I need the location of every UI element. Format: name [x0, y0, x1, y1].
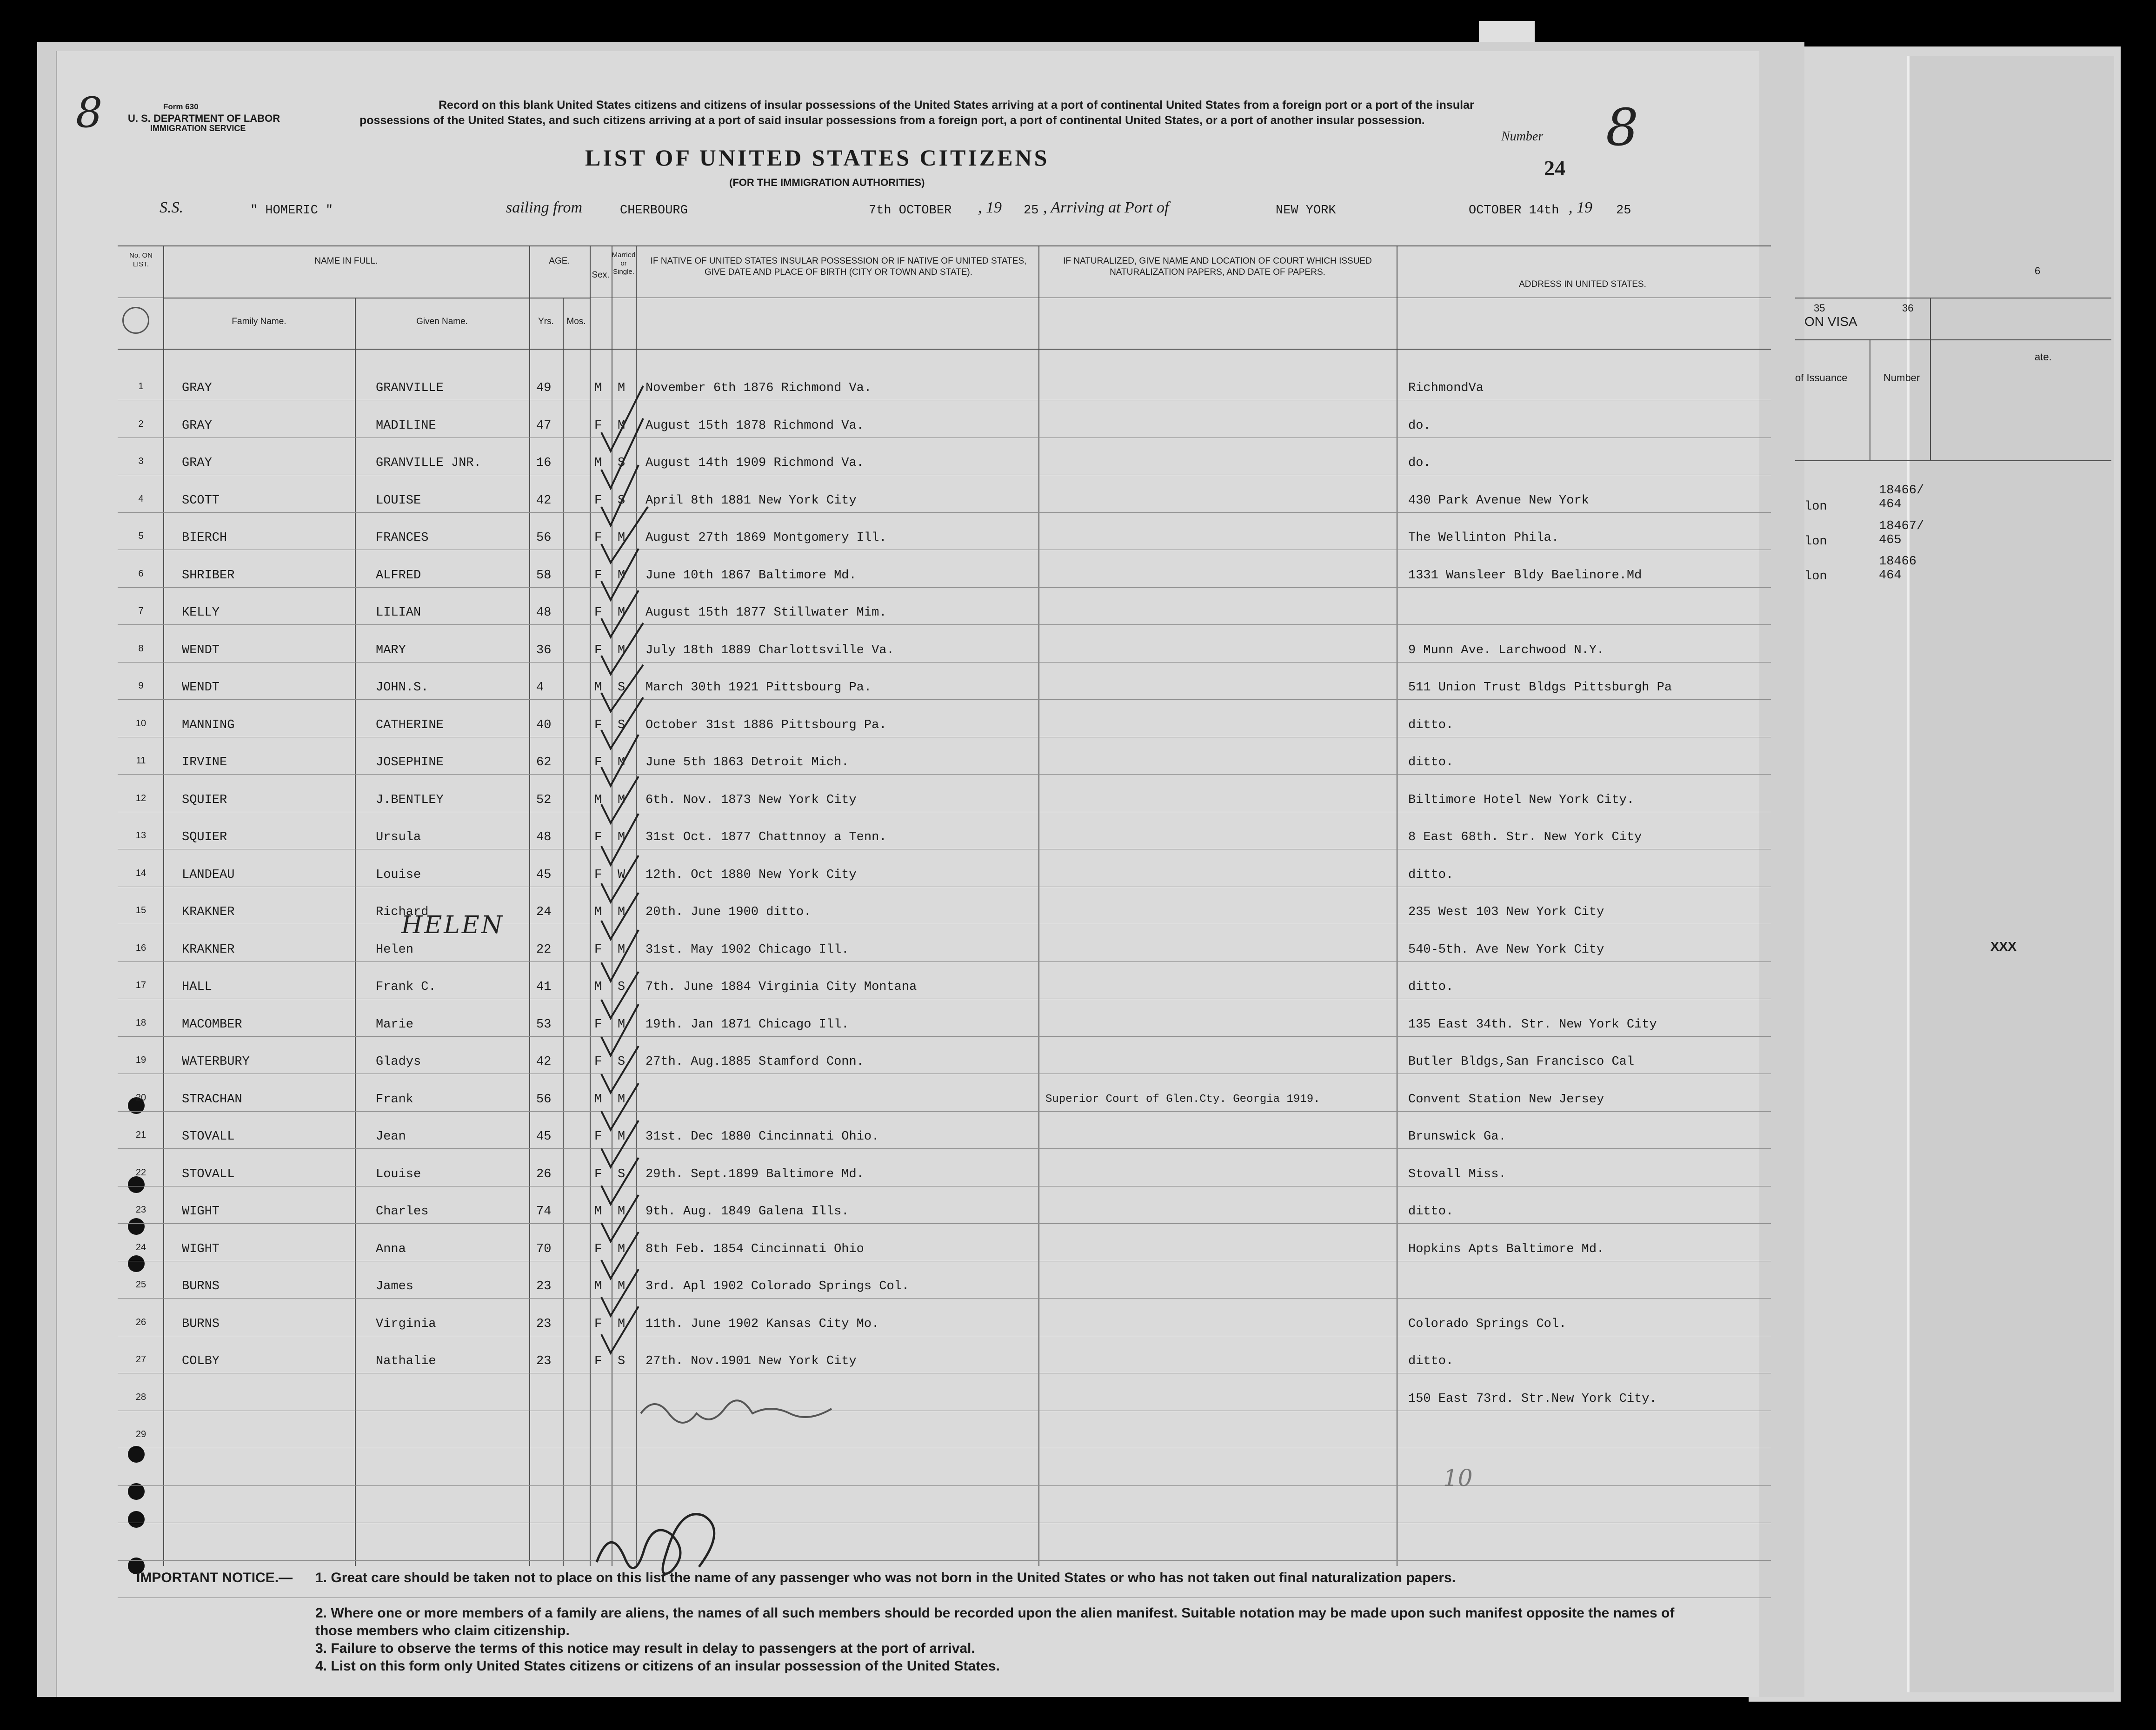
birth-date-place: August 14th 1909 Richmond Va. — [645, 456, 864, 470]
row-number: 11 — [136, 756, 146, 766]
marital-status: S — [618, 1167, 626, 1181]
family-name: STOVALL — [182, 1130, 235, 1144]
given-name: LILIAN — [376, 606, 421, 620]
row-rule — [118, 587, 1771, 588]
row-rule — [118, 699, 1771, 700]
row-rule — [118, 1485, 1771, 1486]
birth-date-place: 20th. June 1900 ditto. — [645, 905, 812, 919]
marital-status: M — [618, 606, 626, 620]
row-number: 17 — [135, 980, 146, 990]
row-number: 29 — [135, 1429, 146, 1439]
row-rule — [118, 1560, 1771, 1561]
sex: M — [594, 1092, 602, 1107]
marital-status: W — [618, 868, 626, 882]
sex: F — [594, 493, 602, 508]
back-num: 18466/ 464 — [1879, 484, 1924, 511]
row-number: 1 — [138, 381, 144, 391]
row-number: 20 — [135, 1092, 146, 1103]
notice-item-4: 4. List on this form only United States citizens or citizens of an insular possession of the United States. — [315, 1658, 1000, 1674]
marital-status: M — [618, 1130, 626, 1144]
age-years: 23 — [536, 1279, 552, 1293]
sex: F — [594, 718, 602, 732]
age-years: 16 — [536, 456, 552, 470]
birth-date-place: August 15th 1877 Stillwater Mim. — [645, 606, 887, 620]
address: Colorado Springs Col. — [1408, 1317, 1567, 1331]
header-family: Family Name. — [232, 317, 286, 326]
sex: M — [594, 1279, 602, 1293]
year-prefix-1: , 19 — [978, 199, 1002, 216]
row-number: 18 — [135, 1017, 146, 1028]
age-years: 4 — [536, 681, 544, 695]
scribble — [639, 1390, 834, 1437]
marital-status: S — [618, 456, 626, 470]
row-rule — [118, 624, 1771, 625]
marital-status: S — [618, 1055, 626, 1069]
birth-date-place: 31st. Dec 1880 Cincinnati Ohio. — [645, 1130, 879, 1144]
marital-status: M — [618, 1242, 626, 1256]
date-from: 7th OCTOBER — [869, 204, 952, 218]
back-issuance: of Issuance — [1795, 372, 1848, 384]
sex: M — [594, 381, 602, 395]
given-name: Louise — [376, 868, 421, 882]
family-name: IRVINE — [182, 756, 227, 769]
birth-date-place: 31st Oct. 1877 Chattnnoy a Tenn. — [645, 830, 887, 844]
ship-name: " HOMERIC " — [250, 204, 333, 218]
address: ditto. — [1408, 868, 1454, 882]
address: 235 West 103 New York City — [1408, 905, 1604, 919]
row-number: 13 — [135, 830, 146, 841]
sex: M — [594, 980, 602, 994]
family-name: SQUIER — [182, 793, 227, 807]
address: 9 Munn Ave. Larchwood N.Y. — [1408, 643, 1604, 657]
row-number: 21 — [135, 1130, 146, 1140]
sex: F — [594, 1354, 602, 1368]
row-rule — [118, 1148, 1771, 1149]
department: U. S. DEPARTMENT OF LABOR — [128, 113, 280, 124]
back-city: lon — [1804, 570, 1827, 583]
family-name: KRAKNER — [182, 942, 235, 957]
given-name: J.BENTLEY — [376, 793, 444, 807]
marital-status: M — [618, 568, 626, 583]
address: 8 East 68th. Str. New York City — [1408, 830, 1642, 844]
sex: F — [594, 606, 602, 620]
row-number: 27 — [135, 1354, 146, 1365]
age-years: 23 — [536, 1317, 552, 1331]
given-name: Helen — [376, 942, 414, 957]
margin-mark: 8 — [76, 88, 103, 137]
row-number: 28 — [135, 1392, 146, 1402]
given-name: Ursula — [376, 830, 421, 844]
row-number: 4 — [138, 493, 144, 504]
row-rule — [118, 774, 1771, 775]
punch-hole — [128, 1255, 145, 1272]
age-years: 56 — [536, 531, 552, 545]
back-num: 18467/ 465 — [1879, 519, 1924, 547]
handwritten-initials: 10 — [1443, 1465, 1473, 1491]
header-age: AGE. — [549, 256, 570, 266]
birth-date-place: 31st. May 1902 Chicago Ill. — [645, 942, 849, 957]
given-name: MARY — [376, 643, 406, 657]
row-number: 15 — [135, 905, 146, 915]
row-number: 19 — [135, 1055, 146, 1065]
age-years: 53 — [536, 1017, 552, 1032]
year-1: 25 — [1024, 204, 1039, 218]
marital-status: M — [618, 381, 626, 395]
sex: F — [594, 830, 602, 844]
birth-date-place: March 30th 1921 Pittsbourg Pa. — [645, 681, 872, 695]
family-name: WIGHT — [182, 1242, 220, 1256]
family-name: WIGHT — [182, 1205, 220, 1219]
row-number: 14 — [135, 868, 146, 878]
row-number: 24 — [135, 1242, 146, 1253]
header-married: Married or Single. — [612, 251, 636, 276]
address: 135 East 34th. Str. New York City — [1408, 1017, 1657, 1032]
given-name: Marie — [376, 1017, 414, 1032]
punch-hole — [128, 1218, 145, 1235]
address: do. — [1408, 418, 1431, 433]
family-name: WENDT — [182, 643, 220, 657]
sex: F — [594, 418, 602, 433]
sex: M — [594, 681, 602, 695]
age-years: 26 — [536, 1167, 552, 1181]
marital-status: M — [618, 942, 626, 957]
given-name: Frank — [376, 1092, 414, 1107]
given-name: Jean — [376, 1130, 406, 1144]
birth-date-place: November 6th 1876 Richmond Va. — [645, 381, 872, 395]
header-yrs: Yrs. — [538, 317, 554, 326]
birth-date-place: 8th Feb. 1854 Cincinnati Ohio — [645, 1242, 864, 1256]
family-name: STRACHAN — [182, 1092, 242, 1107]
birth-date-place: August 15th 1878 Richmond Va. — [645, 418, 864, 433]
birth-date-place: 3rd. Apl 1902 Colorado Springs Col. — [645, 1279, 910, 1293]
age-years: 42 — [536, 493, 552, 508]
sex: F — [594, 1317, 602, 1331]
checkmarks — [592, 372, 741, 1418]
header-address: ADDRESS IN UNITED STATES. — [1519, 279, 1646, 289]
row-number: 8 — [138, 643, 144, 654]
family-name: WENDT — [182, 681, 220, 695]
row-rule — [118, 1036, 1771, 1037]
age-years: 41 — [536, 980, 552, 994]
row-number: 9 — [138, 681, 144, 691]
given-name: Louise — [376, 1167, 421, 1181]
age-years: 62 — [536, 756, 552, 769]
birth-date-place: 27th. Nov.1901 New York City — [645, 1354, 857, 1368]
instructions: Record on this blank United States citizens and citizens of insular possessions of the United States arriving at a port of continental United States from a foreign port or a port of the insular possessions of the United States, and such citizens arriving at a port of said insular possessions from a foreign port, a port of continental United States, or a port of another insular possession. — [359, 99, 1474, 127]
row-number: 22 — [135, 1167, 146, 1178]
marital-status: M — [618, 643, 626, 657]
sex: F — [594, 1055, 602, 1069]
address: Biltimore Hotel New York City. — [1408, 793, 1635, 807]
sex: M — [594, 456, 602, 470]
age-years: 56 — [536, 1092, 552, 1107]
address: RichmondVa — [1408, 381, 1484, 395]
punch-hole — [128, 1446, 145, 1463]
given-name: Virginia — [376, 1317, 436, 1331]
birth-date-place: 6th. Nov. 1873 New York City — [645, 793, 857, 807]
age-years: 42 — [536, 1055, 552, 1069]
back-number: Number — [1883, 372, 1920, 384]
age-years: 22 — [536, 942, 552, 957]
arriving-label: , Arriving at Port of — [1043, 199, 1169, 216]
sex: M — [594, 793, 602, 807]
age-years: 40 — [536, 718, 552, 732]
age-years: 45 — [536, 1130, 552, 1144]
document-title: LIST OF UNITED STATES CITIZENS — [585, 145, 1050, 171]
marital-status: S — [618, 1354, 626, 1368]
given-name: MADILINE — [376, 418, 436, 433]
back-city: lon — [1804, 500, 1827, 514]
header-name: NAME IN FULL. — [314, 256, 378, 266]
row-rule — [118, 1223, 1771, 1224]
sex: F — [594, 756, 602, 769]
handwritten-helen: HELEN — [401, 911, 505, 939]
given-name: Nathalie — [376, 1354, 436, 1368]
hole-ring — [122, 307, 149, 334]
header-sex: Sex. — [592, 270, 610, 280]
age-years: 36 — [536, 643, 552, 657]
age-years: 48 — [536, 606, 552, 620]
age-years: 45 — [536, 868, 552, 882]
header-given: Given Name. — [416, 317, 468, 326]
row-rule — [118, 1298, 1771, 1299]
header-native: IF NATIVE OF UNITED STATES INSULAR POSSESSION OR IF NATIVE OF UNITED STATES, GIVE DATE AND PLACE OF BIRTH (CITY OR TOWN AND STATE). — [650, 256, 1027, 277]
marital-status: M — [618, 418, 626, 433]
back-num: 18466 464 — [1879, 555, 1917, 583]
marital-status: M — [618, 905, 626, 919]
back-col-36: 36 — [1902, 302, 1914, 314]
notice-item-1: 1. Great care should be taken not to place on this list the name of any passenger who was not born in the United States or who has not taken out final naturalization papers. — [315, 1570, 1456, 1585]
marital-status: S — [618, 681, 626, 695]
birth-date-place: August 27th 1869 Montgomery Ill. — [645, 531, 887, 545]
address: 150 East 73rd. Str.New York City. — [1408, 1392, 1657, 1406]
sex: F — [594, 1130, 602, 1144]
family-name: BIERCH — [182, 531, 227, 545]
family-name: SHRIBER — [182, 568, 235, 583]
row-number: 5 — [138, 531, 144, 541]
sex: F — [594, 643, 602, 657]
page-number: 24 — [1544, 156, 1565, 180]
birth-date-place: June 5th 1863 Detroit Mich. — [645, 756, 849, 769]
address: 540-5th. Ave New York City — [1408, 942, 1604, 957]
address: ditto. — [1408, 1354, 1454, 1368]
header-no: No. ON LIST. — [129, 252, 153, 268]
birth-date-place: 19th. Jan 1871 Chicago Ill. — [645, 1017, 849, 1032]
marital-status: S — [618, 980, 626, 994]
sex: F — [594, 568, 602, 583]
back-col-6: 6 — [2035, 265, 2041, 277]
manifest-page — [56, 51, 1759, 1697]
marital-status: M — [618, 1205, 626, 1219]
marital-status: M — [618, 1017, 626, 1032]
punch-hole — [128, 1511, 145, 1528]
birth-date-place: 29th. Sept.1899 Baltimore Md. — [645, 1167, 864, 1181]
given-name: Gladys — [376, 1055, 421, 1069]
row-number: 23 — [135, 1205, 146, 1215]
naturalization: Superior Court of Glen.Cty. Georgia 1919. — [1045, 1093, 1320, 1106]
address: ditto. — [1408, 756, 1454, 769]
family-name: KRAKNER — [182, 905, 235, 919]
family-name: MACOMBER — [182, 1017, 242, 1032]
back-xxx: XXX — [1990, 939, 2017, 954]
family-name: LANDEAU — [182, 868, 235, 882]
given-name: FRANCES — [376, 531, 429, 545]
family-name: SQUIER — [182, 830, 227, 844]
given-name: Frank C. — [376, 980, 436, 994]
row-rule — [118, 1597, 1771, 1598]
family-name: BURNS — [182, 1279, 220, 1293]
given-name: Richard — [376, 905, 429, 919]
family-name: MANNING — [182, 718, 235, 732]
row-number: 3 — [138, 456, 144, 466]
back-on-visa: ON VISA — [1804, 314, 1857, 329]
form-number: Form 630 — [163, 102, 199, 111]
address: Hopkins Apts Baltimore Md. — [1408, 1242, 1604, 1256]
age-years: 48 — [536, 830, 552, 844]
marital-status: M — [618, 793, 626, 807]
age-years: 24 — [536, 905, 552, 919]
birth-date-place: 12th. Oct 1880 New York City — [645, 868, 857, 882]
row-number: 10 — [135, 718, 146, 729]
back-city: lon — [1804, 535, 1827, 549]
birth-date-place: 11th. June 1902 Kansas City Mo. — [645, 1317, 879, 1331]
row-rule — [118, 961, 1771, 962]
birth-date-place: April 8th 1881 New York City — [645, 493, 857, 508]
row-rule — [118, 437, 1771, 438]
sailing-label: sailing from — [506, 199, 583, 216]
header-naturalized: IF NATURALIZED, GIVE NAME AND LOCATION OF COURT WHICH ISSUED NATURALIZATION PAPERS, AND DATE OF PAPERS. — [1063, 256, 1372, 277]
age-years: 58 — [536, 568, 552, 583]
address: Butler Bldgs,San Francisco Cal — [1408, 1055, 1635, 1069]
marital-status: S — [618, 718, 626, 732]
marital-status: M — [618, 1092, 626, 1107]
year-prefix-2: , 19 — [1569, 199, 1592, 216]
birth-date-place: June 10th 1867 Baltimore Md. — [645, 568, 857, 583]
notice-label: IMPORTANT NOTICE.— — [136, 1570, 293, 1585]
row-rule — [118, 662, 1771, 663]
given-name: Anna — [376, 1242, 406, 1256]
birth-date-place: 9th. Aug. 1849 Galena Ills. — [645, 1205, 849, 1219]
marital-status: M — [618, 830, 626, 844]
underlying-sheet-2 — [1907, 56, 2114, 1692]
address: ditto. — [1408, 718, 1454, 732]
given-name: CATHERINE — [376, 718, 444, 732]
family-name: WATERBURY — [182, 1055, 250, 1069]
row-number: 16 — [135, 942, 146, 953]
address: 430 Park Avenue New York — [1408, 493, 1589, 508]
row-number: 25 — [135, 1279, 146, 1290]
right-margin-marks — [1820, 442, 1871, 1325]
family-name: BURNS — [182, 1317, 220, 1331]
family-name: HALL — [182, 980, 212, 994]
birth-date-place: 7th. June 1884 Virginia City Montana — [645, 980, 917, 994]
port-from: CHERBOURG — [620, 204, 688, 218]
given-name: LOUISE — [376, 493, 421, 508]
address: Stovall Miss. — [1408, 1167, 1506, 1181]
age-years: 23 — [536, 1354, 552, 1368]
family-name: GRAY — [182, 418, 212, 433]
document-subtitle: (FOR THE IMMIGRATION AUTHORITIES) — [729, 177, 925, 188]
year-2: 25 — [1616, 204, 1631, 218]
marital-status: M — [618, 1279, 626, 1293]
notice-item-3: 3. Failure to observe the terms of this notice may result in delay to passengers at the port of arrival. — [315, 1641, 975, 1656]
given-name: JOSEPHINE — [376, 756, 444, 769]
number-label: Number — [1501, 129, 1544, 144]
given-name: GRANVILLE JNR. — [376, 456, 481, 470]
row-rule — [118, 1111, 1771, 1112]
given-name: ALFRED — [376, 568, 421, 583]
marital-status: M — [618, 531, 626, 545]
notice-item-2: 2. Where one or more members of a family are aliens, the names of all such members should be recorded upon the alien manifest. Suitable notation may be made upon such manifest opposite the names of those members who claim citizenship. — [315, 1605, 1675, 1638]
row-number: 6 — [138, 568, 144, 579]
sex: M — [594, 1205, 602, 1219]
family-name: SCOTT — [182, 493, 220, 508]
port-to: NEW YORK — [1276, 204, 1336, 218]
address: The Wellinton Phila. — [1408, 531, 1559, 545]
ss-label: S.S. — [160, 199, 183, 216]
back-date: ate. — [2035, 351, 2052, 363]
family-name: STOVALL — [182, 1167, 235, 1181]
row-number: 7 — [138, 606, 144, 616]
sex: F — [594, 868, 602, 882]
marital-status: S — [618, 493, 626, 508]
sex: F — [594, 1167, 602, 1181]
given-name: Charles — [376, 1205, 429, 1219]
address: 511 Union Trust Bldgs Pittsburgh Pa — [1408, 681, 1672, 695]
service: IMMIGRATION SERVICE — [150, 124, 246, 133]
back-col-35: 35 — [1814, 302, 1825, 314]
sex: F — [594, 942, 602, 957]
row-number: 12 — [135, 793, 146, 803]
row-rule — [118, 512, 1771, 513]
given-name: JOHN.S. — [376, 681, 429, 695]
age-years: 74 — [536, 1205, 552, 1219]
age-years: 70 — [536, 1242, 552, 1256]
row-number: 2 — [138, 418, 144, 429]
address: 1331 Wansleer Bldy Baelinore.Md — [1408, 568, 1642, 583]
row-number: 26 — [135, 1317, 146, 1327]
birth-date-place: October 31st 1886 Pittsbourg Pa. — [645, 718, 887, 732]
address: ditto. — [1408, 980, 1454, 994]
given-name: GRANVILLE — [376, 381, 444, 395]
birth-date-place: 27th. Aug.1885 Stamford Conn. — [645, 1055, 864, 1069]
sex: F — [594, 1017, 602, 1032]
punch-hole — [128, 1176, 145, 1193]
family-name: COLBY — [182, 1354, 220, 1368]
address: ditto. — [1408, 1205, 1454, 1219]
address: do. — [1408, 456, 1431, 470]
birth-date-place: July 18th 1889 Charlottsville Va. — [645, 643, 894, 657]
sex: F — [594, 1242, 602, 1256]
header-mos: Mos. — [566, 317, 586, 326]
marital-status: M — [618, 1317, 626, 1331]
number-value: 8 — [1606, 98, 1638, 157]
marital-status: M — [618, 756, 626, 769]
age-years: 49 — [536, 381, 552, 395]
family-name: KELLY — [182, 606, 220, 620]
given-name: James — [376, 1279, 414, 1293]
address: Brunswick Ga. — [1408, 1130, 1506, 1144]
date-to: OCTOBER 14th — [1469, 204, 1559, 218]
address: Convent Station New Jersey — [1408, 1092, 1604, 1107]
family-name: GRAY — [182, 381, 212, 395]
sex: F — [594, 531, 602, 545]
age-years: 52 — [536, 793, 552, 807]
sex: M — [594, 905, 602, 919]
family-name: GRAY — [182, 456, 212, 470]
age-years: 47 — [536, 418, 552, 433]
